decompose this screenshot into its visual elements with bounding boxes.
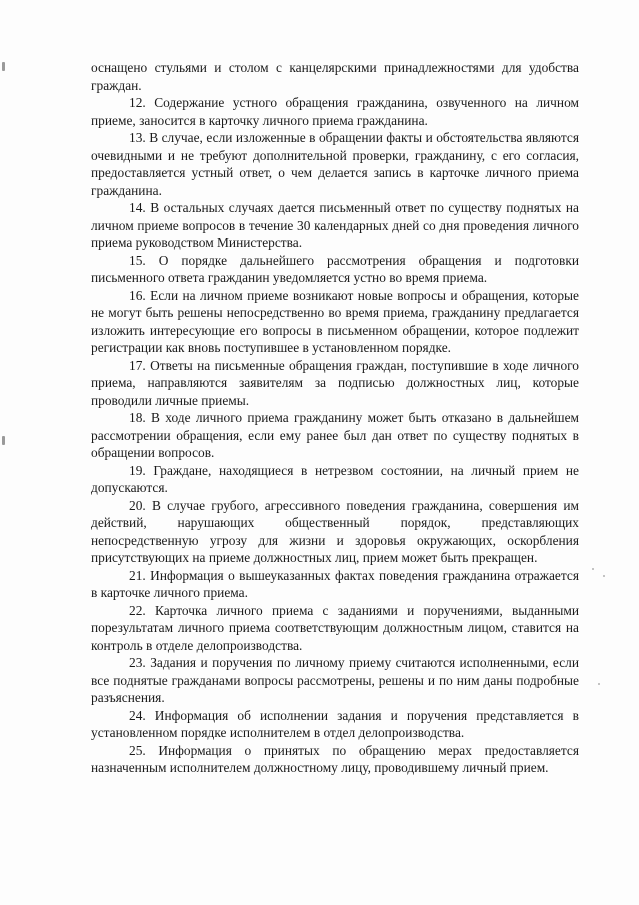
scan-speck [598,683,600,685]
paragraph-21: 21. Информация о вышеуказанных фактах поведения гражданина отражается в карточке личного приема. [91,567,579,600]
paragraph-16: 16. Если на личном приеме возникают новые вопросы и обращения, которые не могут быть решены непосредственно во время приема, гражданину предлагается изложить интересующие его вопросы в письменном обращении, которое подлежит регистрации как вновь поступившее в установленном порядке. [91,287,579,355]
paragraph-25: 25. Информация о принятых по обращению мерах предоставляется назначенным исполнителем должностному лицу, проводившему личный прием. [91,742,579,775]
document-body [91,59,579,777]
paragraph-continuation: оснащено стульями и столом с канцелярскими принадлежностями для удобства граждан. [91,60,579,93]
scan-speck [603,575,605,577]
paragraph-23: 23. Задания и поручения по личному приему считаются исполненными, если все поднятые гражданами вопросы рассмотрены, решены и по ним даны подробные разъяснения. [91,655,579,705]
paragraph-17: 17. Ответы на письменные обращения граждан, поступившие в ходе личного приема, направляются заявителям за подписью должностных лиц, которые проводили личные приемы. [91,357,579,408]
paragraph-15: 15. О порядке дальнейшего рассмотрения обращения и подготовки письменного ответа гражданин уведомляется устно во время приема. [91,252,579,285]
paragraph-19: 19. Граждане, находящиеся в нетрезвом состоянии, на личный прием не допускаются. [91,462,579,495]
scan-speck [592,568,594,570]
paragraph-24: 24. Информация об исполнении задания и поручения представляется в установленном порядке исполнителем в отдел делопроизводства. [91,707,579,740]
paragraph-12: 12. Содержание устного обращения гражданина, озвученного на личном приеме, заносится в карточку личного приема гражданина. [91,95,579,128]
paragraph-14: 14. В остальных случаях дается письменный ответ по существу поднятых на личном приеме вопросов в течение 30 календарных дней со дня проведения личного приема руководством Министерства. [91,200,579,250]
paragraph-20: 20. В случае грубого, агрессивного поведения гражданина, совершения им действий, нарушающих общественный порядок, представляющих непосредственную угрозу для жизни и здоровья окружающих, оскорбления присутствующих на приеме должностных лиц, прием может быть прекращен. [91,497,579,565]
paragraph-13: 13. В случае, если изложенные в обращении факты и обстоятельства являются очевидными и не требуют дополнительной проверки, гражданину, с его согласия, предоставляется устный ответ, о чем делается запись в карточке личного приема гражданина. [91,130,579,198]
paragraph-18: 18. В ходе личного приема гражданину может быть отказано в дальнейшем рассмотрении обращения, если ему ранее был дан ответ по существу поднятых в обращении вопросов. [91,410,579,460]
scan-edge-mark [2,436,5,445]
paragraph-22: 22. Карточка личного приема с заданиями и поручениями, выданными порезультатам личного приема соответствующим должностным лицом, ставится на контроль в отделе делопроизводства. [91,602,579,653]
scan-edge-mark [2,62,5,71]
